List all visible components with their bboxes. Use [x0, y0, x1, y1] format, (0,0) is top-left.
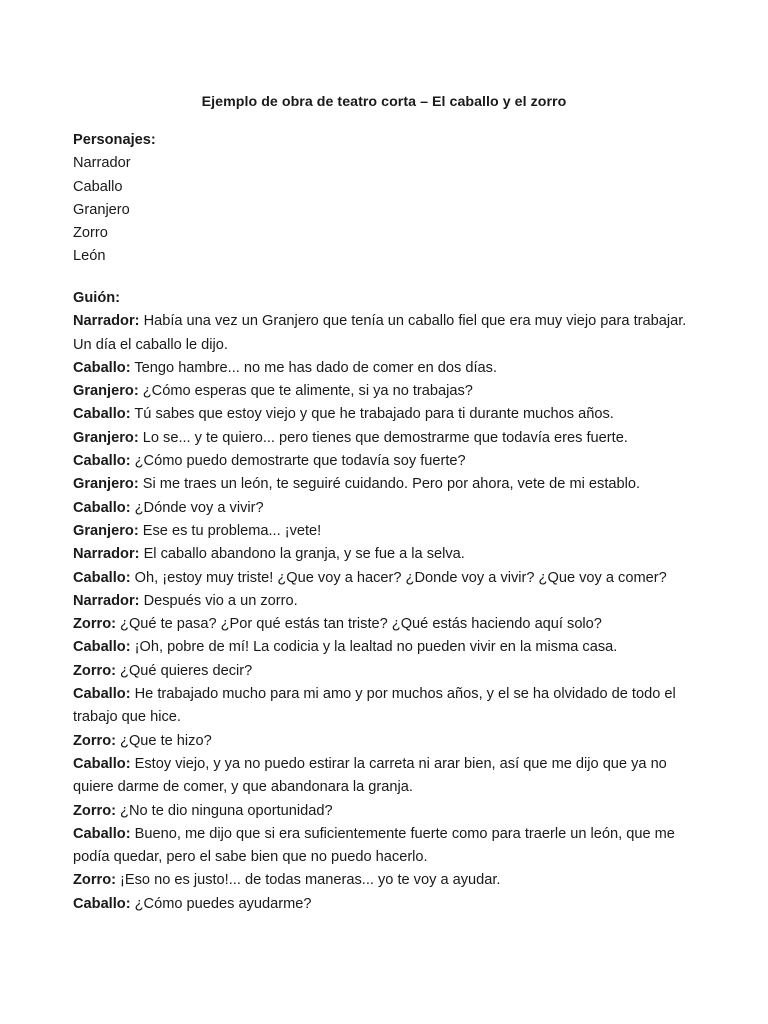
dialogue-text: ¿No te dio ninguna oportunidad? [120, 802, 333, 819]
dialogue-line [73, 450, 703, 473]
character-item: León [73, 248, 106, 265]
dialogue-text: Había una vez un Granjero que tenía un caballo fiel que era muy viejo para trabajar. Un día el caballo le dijo. [73, 313, 687, 353]
dialogue-text: ¿Cómo esperas que te alimente, si ya no trabajas? [142, 383, 473, 400]
dialogue-text: Tú sabes que estoy viejo y que he trabajado para ti durante muchos años. [134, 406, 614, 423]
speaker-name: Caballo: [73, 499, 131, 516]
speaker-name: Granjero: [73, 383, 139, 400]
speaker-name: Caballo: [73, 639, 131, 656]
speaker-name: Zorro: [73, 872, 116, 889]
dialogue-line [73, 473, 703, 496]
script-section [73, 287, 703, 916]
dialogue-text: ¿Dónde voy a vivir? [134, 499, 264, 516]
script-heading: Guión: [73, 290, 121, 306]
dialogue-text: ¿Cómo puedo demostrarte que todavía soy fuerte? [134, 453, 466, 470]
dialogue-text: Si me traes un león, te seguiré cuidando. Pero por ahora, vete de mi establo. [142, 476, 641, 493]
dialogue-text: ¿Qué quieres decir? [120, 662, 253, 679]
speaker-name: Caballo: [73, 569, 131, 586]
dialogue-line [73, 869, 703, 892]
dialogue-line [73, 497, 703, 520]
speaker-name: Caballo: [73, 825, 131, 842]
dialogue-text: ¿Cómo puedes ayudarme? [134, 895, 312, 912]
dialogue-line [73, 800, 703, 823]
speaker-name: Narrador: [73, 546, 140, 563]
dialogue-text: He trabajado mucho para mi amo y por muchos años, y el se ha olvidado de todo el trabajo que hice. [73, 686, 676, 726]
dialogue-line [73, 403, 703, 426]
dialogue-line [73, 753, 703, 800]
speaker-name: Zorro: [73, 732, 116, 749]
speaker-name: Granjero: [73, 522, 139, 539]
dialogue-line [73, 613, 703, 636]
speaker-name: Zorro: [73, 662, 116, 679]
dialogue-text: Lo se... y te quiero... pero tienes que demostrarme que todavía eres fuerte. [142, 429, 628, 446]
dialogue-text: ¿Que te hizo? [120, 732, 212, 749]
document-title: Ejemplo de obra de teatro corta – El caballo y el zorro [201, 94, 567, 110]
dialogue-line [73, 310, 703, 357]
speaker-name: Narrador: [73, 592, 140, 609]
dialogue-text: Oh, ¡estoy muy triste! ¿Que voy a hacer? ¿Donde voy a vivir? ¿Que voy a comer? [134, 569, 667, 586]
dialogue-text: Estoy viejo, y ya no puedo estirar la carreta ni arar bien, así que me dijo que ya no quiere darme de comer, y que abandonara la granja. [73, 755, 667, 796]
dialogue-text: Ese es tu problema... ¡vete! [142, 522, 322, 539]
dialogue-line [73, 427, 703, 450]
dialogue-line [73, 660, 703, 683]
dialogue-text: Después vio a un zorro. [143, 592, 298, 609]
dialogue-line [73, 823, 703, 870]
dialogue-text: El caballo abandono la granja, y se fue a la selva. [143, 546, 465, 563]
speaker-name: Caballo: [73, 359, 131, 376]
dialogue-line [73, 636, 703, 659]
dialogue-line [73, 730, 703, 753]
character-item: Zorro [73, 225, 108, 242]
character-item: Caballo [73, 178, 123, 195]
dialogue-line [73, 590, 703, 613]
dialogue-line [73, 380, 703, 403]
speaker-name: Caballo: [73, 406, 131, 423]
character-item: Narrador [73, 155, 131, 172]
characters-section [73, 129, 703, 269]
dialogue-text: Tengo hambre... no me has dado de comer en dos días. [134, 359, 498, 376]
speaker-name: Caballo: [73, 453, 131, 470]
speaker-name: Granjero: [73, 429, 139, 446]
characters-heading: Personajes: [73, 132, 156, 148]
dialogue-text: ¡Eso no es justo!... de todas maneras... yo te voy a ayudar. [120, 872, 501, 889]
dialogue-line [73, 520, 703, 543]
speaker-name: Granjero: [73, 476, 139, 493]
speaker-name: Caballo: [73, 755, 131, 772]
dialogue-line [73, 683, 703, 730]
speaker-name: Caballo: [73, 686, 131, 703]
speaker-name: Narrador: [73, 313, 140, 330]
dialogue-line [73, 567, 703, 590]
speaker-name: Caballo: [73, 895, 131, 912]
speaker-name: Zorro: [73, 802, 116, 819]
character-item: Granjero [73, 201, 130, 218]
dialogue-line [73, 893, 703, 916]
dialogue-text: ¡Oh, pobre de mí! La codicia y la lealtad no pueden vivir en la misma casa. [134, 639, 618, 656]
dialogue-line [73, 543, 703, 566]
dialogue-text: Bueno, me dijo que si era suficientemente fuerte como para traerle un león, que me podía quedar, pero el sabe bien que no puedo hacerlo. [73, 825, 675, 866]
dialogue-text: ¿Qué te pasa? ¿Por qué estás tan triste? ¿Qué estás haciendo aquí solo? [120, 616, 602, 633]
speaker-name: Zorro: [73, 616, 116, 633]
dialogue-line [73, 357, 703, 380]
